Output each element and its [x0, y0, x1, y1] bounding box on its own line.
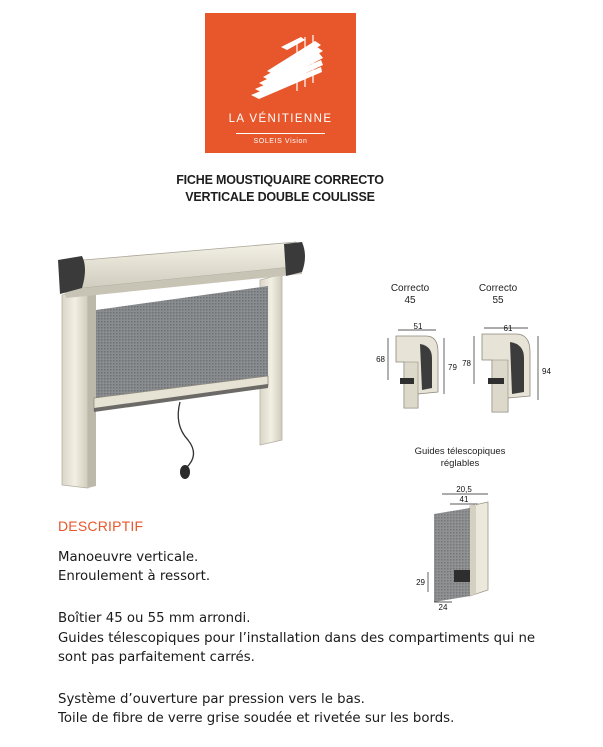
profile-55-name: Correcto: [478, 283, 518, 294]
description-line: Manoeuvre verticale.: [58, 550, 199, 565]
brand-logo: [205, 13, 356, 153]
guide-dim-bottom: 24: [438, 603, 448, 610]
description-line: Boîtier 45 ou 55 mm arrondi.: [58, 611, 251, 626]
profile-55-section-drawing: [462, 322, 554, 417]
venetian-blind-logo-icon: [205, 13, 356, 113]
guide-dim-inner: 41: [459, 495, 469, 504]
profile-45-dim-top: 51: [413, 322, 423, 331]
guides-title-line2: réglables: [440, 458, 480, 469]
description-heading: DESCRIPTIF: [58, 518, 144, 534]
profile-55-label: [468, 283, 528, 307]
product-illustration: [50, 240, 315, 495]
profile-45-label: [380, 283, 440, 307]
brand-name: LA VÉNITIENNE: [228, 113, 333, 125]
logo-divider: [236, 133, 325, 134]
profile-55-size: 55: [492, 295, 504, 306]
sheet-title-line2: VERTICALE DOUBLE COULISSE: [185, 190, 375, 204]
description-line: Système d’ouverture par pression vers le bas.: [58, 692, 365, 707]
profile-55-dim-right: 94: [542, 367, 551, 376]
guides-title-line1: Guides télescopiques: [414, 446, 506, 457]
brand-tagline: SOLEIS Vision: [253, 138, 308, 145]
profile-55-dim-top: 61: [503, 324, 513, 333]
profile-45-name: Correcto: [390, 283, 430, 294]
profile-55-dim-left: 78: [462, 359, 471, 368]
guide-dim-top: 20,5: [456, 485, 472, 494]
sheet-title-line1: FICHE MOUSTIQUAIRE CORRECTO: [176, 173, 384, 187]
description-line: sont pas parfaitement carrés.: [58, 650, 255, 665]
description-line: Enroulement à ressort.: [58, 569, 211, 584]
guides-title: [395, 446, 525, 470]
telescopic-guide-drawing: [414, 484, 504, 610]
profile-45-dim-left: 68: [376, 355, 385, 364]
description-line: Guides télescopiques pour l’installation dans des compartiments qui ne: [58, 631, 536, 646]
profile-45-section-drawing: [374, 322, 462, 417]
guide-dim-side: 29: [416, 578, 425, 587]
profile-45-size: 45: [404, 295, 416, 306]
profile-45-dim-right: 79: [448, 363, 457, 372]
description-line: Toile de fibre de verre grise soudée et rivetée sur les bords.: [58, 711, 455, 726]
